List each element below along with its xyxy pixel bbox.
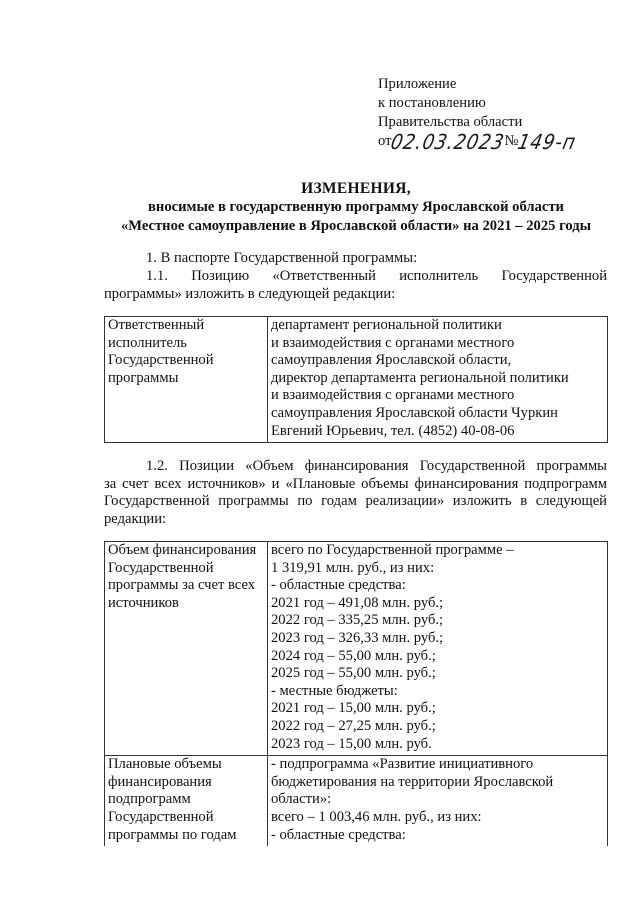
appendix-date-line — [378, 130, 608, 155]
item-1-2 — [104, 458, 607, 528]
appendix-line-2: к постановлению — [378, 95, 486, 111]
date-prefix: от — [378, 133, 392, 149]
title-line-2: вносимые в государственную программу Ярославской области — [148, 199, 564, 215]
table-cell-value: департамент региональной политики и взаимодействия с органами местного самоуправления Ярославской области, директор департамента региональной политики и взаимодействия с органами местного самоуправления Ярославской области Чуркин Евгений Юрьевич, тел. (4852) 40-08-06 — [268, 317, 608, 443]
item-1-1-line-2: программы» изложить в следующей редакции: — [104, 285, 396, 302]
number-prefix: № — [504, 133, 519, 149]
section-1-heading: 1. В паспорте Государственной программы: — [146, 250, 418, 266]
item-1-2-line-1: 1.2. Позиции «Объем финансирования Государственной программы — [146, 458, 607, 474]
table-financing — [104, 541, 608, 846]
appendix-line-3: Правительства области — [378, 114, 523, 130]
title-line-3: «Местное самоуправление в Ярославской области» на 2021 – 2025 годы — [120, 218, 592, 234]
item-1-1-line-1: 1.1. Позицию «Ответственный исполнитель Государственной — [146, 268, 607, 284]
table-row — [105, 317, 608, 443]
table-cell-value: - подпрограмма «Развитие инициативного бюджетирования на территории Ярославской области»: всего – 1 003,46 млн. руб., из них: - областные средства: — [268, 756, 608, 846]
table-row — [105, 756, 608, 846]
item-1-2-line-3: Государственной программы по годам реализации» изложить в следующей — [104, 493, 607, 509]
table-cell-value: всего по Государственной программе – 1 319,91 млн. руб., из них: - областные средства: 2021 год – 491,08 млн. руб.; 2022 год – 335,25 млн. руб.; 2023 год – 326,33 млн. руб.; 2024 год – 55,00 млн. руб.; 2025 год – 55,00 млн. руб.; - местные бюджеты: 2021 год – 15,00 млн. руб.; 2022 год – 27,25 млн. руб.; 2023 год – 15,00 млн. руб. — [268, 542, 608, 756]
appendix-block — [378, 76, 608, 155]
item-1-2-line-4: редакции: — [104, 510, 167, 527]
handwritten-number: 149-п — [515, 130, 579, 155]
table-responsible-executor — [104, 316, 608, 443]
item-1-2-line-2: за счет всех источников» и «Плановые объемы финансирования подпрограмм — [104, 475, 607, 492]
item-1-1 — [104, 268, 607, 303]
title-line-1: ИЗМЕНЕНИЯ, — [301, 180, 411, 197]
handwritten-date: 02.03.2023 — [388, 130, 508, 155]
appendix-line-1: Приложение — [378, 76, 457, 92]
document-title — [100, 180, 612, 237]
table-cell-label: Объем финансирования Государственной программы за счет всех источников — [105, 542, 268, 756]
table-row — [105, 542, 608, 756]
table-cell-label: Ответственный исполнитель Государственной программы — [105, 317, 268, 443]
table-cell-label: Плановые объемы финансирования подпрограмм Государственной программы по годам — [105, 756, 268, 846]
